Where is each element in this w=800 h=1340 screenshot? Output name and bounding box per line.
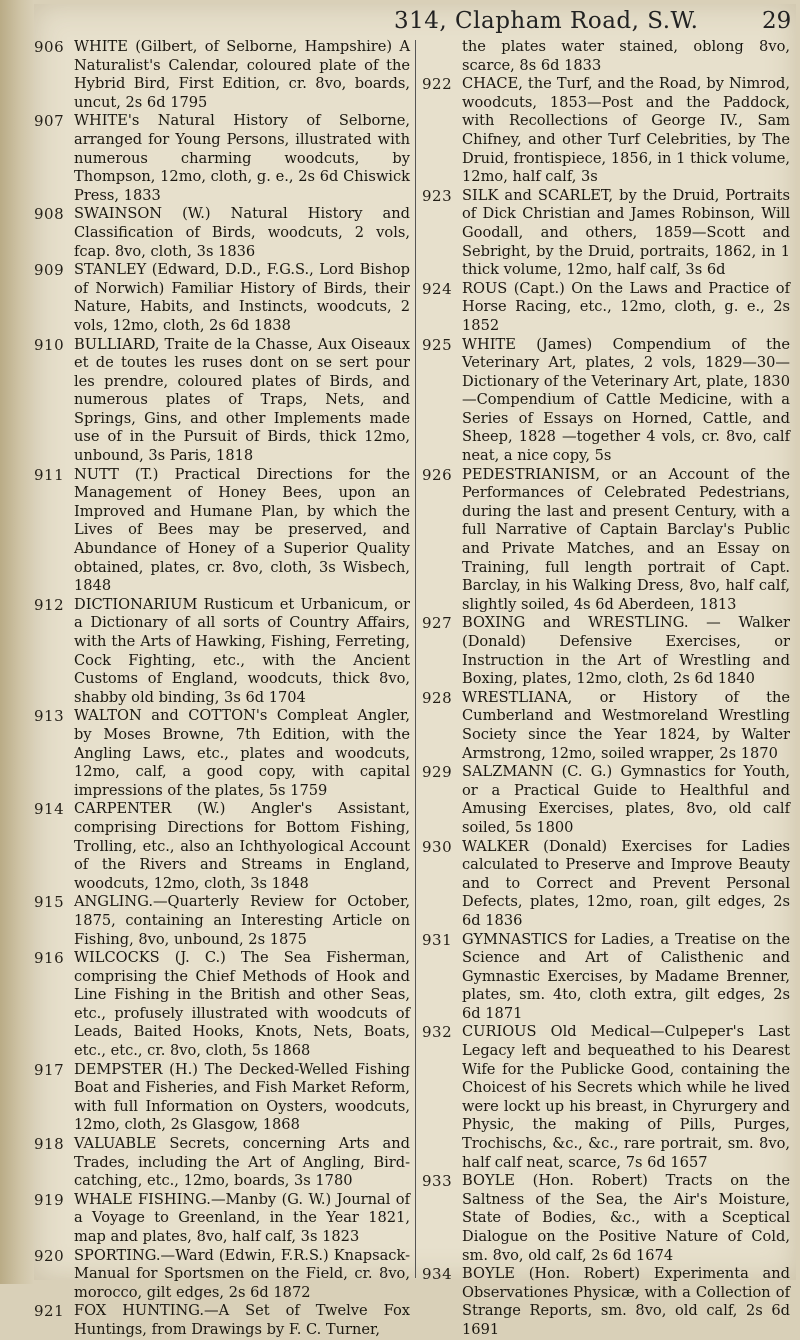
entry-number: 929: [422, 763, 453, 782]
catalogue-entry: [34, 261, 410, 335]
entry-number: 932: [422, 1023, 453, 1042]
entry-text: DEMPSTER (H.) The Decked-Welled Fishing Boat and Fisheries, and Fish Market Reform, with full Information on Oysters, woodcuts, 12mo, cloth, 2s Glasgow, 1868: [74, 1060, 410, 1134]
entry-number: 926: [422, 465, 453, 484]
entry-text: ANGLING.—Quarterly Review for October, 1875, containing an Interesting Article on Fishing, 8vo, unbound, 2s 1875: [74, 893, 410, 948]
catalogue-entry: [422, 614, 790, 688]
catalogue-entry: [34, 707, 410, 800]
catalogue-entry: [422, 1265, 790, 1339]
entry-number: 906: [34, 38, 65, 56]
entry-text: GYMNASTICS for Ladies, a Treatise on the Science and Art of Calisthenic and Gymnastic Exercises, by Madame Brenner, plates, sm. 4to, cloth extra, gilt edges, 2s 6d 1871: [462, 930, 790, 1022]
catalogue-entry: [34, 205, 410, 261]
catalogue-entry: [34, 38, 410, 112]
entry-text: SWAINSON (W.) Natural History and Classification of Birds, woodcuts, 2 vols, fcap. 8vo, cloth, 3s 1836: [74, 205, 410, 260]
catalogue-entry: [34, 1135, 410, 1191]
entry-number: 913: [34, 707, 65, 726]
entry-text: WILCOCKS (J. C.) The Sea Fisherman, comprising the Chief Methods of Hook and Line Fishing in the British and other Seas, etc., profusely illustrated with woodcuts of Leads, Baited Hooks, Knots, Nets, Boats, etc., etc., cr. 8vo, cloth, 5s 1868: [74, 949, 410, 1060]
catalogue-entry: [34, 336, 410, 466]
entry-number: 922: [422, 75, 453, 94]
entry-text: the plates water stained, oblong 8vo, scarce, 8s 6d 1833: [462, 38, 790, 74]
entry-text: SALZMANN (C. G.) Gymnastics for Youth, or a Practical Guide to Healthful and Amusing Exercises, plates, 8vo, old calf soiled, 5s 1800: [462, 763, 790, 836]
catalogue-entry: [422, 75, 790, 187]
entry-text: CURIOUS Old Medical—Culpeper's Last Legacy left and bequeathed to his Dearest Wife for the Publicke Good, containing the Choicest of his Secrets which while he lived were lockt up his breast, in Chyrurgery and Physic, the making of Pills, Purges, Trochischs, &c., &c., rare portrait, sm. 8vo, half calf neat, scarce, 7s 6d 1657: [462, 1023, 790, 1171]
catalogue-entry: [422, 1023, 790, 1172]
entry-number: 919: [34, 1190, 65, 1209]
entry-text: WALTON and COTTON's Compleat Angler, by Moses Browne, 7th Edition, with the Angling Laws, etc., plates and woodcuts, 12mo, calf, a good copy, with capital impressions of the plates, 5s 1759: [74, 707, 410, 799]
entry-number: 912: [34, 595, 65, 614]
entry-number: 923: [422, 186, 453, 205]
entry-text: CHACE, the Turf, and the Road, by Nimrod, woodcuts, 1853—Post and the Paddock, with Recollections of George IV., Sam Chifney, and other Turf Celebrities, by The Druid, frontispiece, 1856, in 1 thick volume, 12mo, half calf, 3s: [462, 75, 790, 186]
entry-number: 934: [422, 1265, 453, 1284]
catalogue-entry: [34, 596, 410, 708]
entry-number: 930: [422, 837, 453, 856]
running-head: 314, Clapham Road, S.W.: [394, 8, 699, 34]
catalogue-entry: [34, 1061, 410, 1135]
catalogue-entry: [422, 838, 790, 931]
entry-text: SILK and SCARLET, by the Druid, Portraits of Dick Christian and James Robinson, Will Goodall, and others, 1859—Scott and Sebright, by the Druid, portraits, 1862, in 1 thick volume, 12mo, half calf, 3s 6d: [462, 186, 790, 279]
entry-text: BOYLE (Hon. Robert) Tracts on the Saltness of the Sea, the Air's Moisture, State of Bodies, &c., with a Sceptical Dialogue on the Positive Nature of Cold, sm. 8vo, old calf, 2s 6d 1674: [462, 1172, 790, 1264]
page-number: 29: [762, 8, 792, 34]
entry-text: SPORTING.—Ward (Edwin, F.R.S.) Knapsack-Manual for Sportsmen on the Field, cr. 8vo, morocco, gilt edges, 2s 6d 1872: [74, 1246, 410, 1301]
catalogue-entry: [34, 1302, 410, 1339]
catalogue-entry: [34, 112, 410, 205]
entry-text: WHITE's Natural History of Selborne, arranged for Young Persons, illustrated with numerous charming woodcuts, by Thompson, 12mo, cloth, g. e., 2s 6d Chiswick Press, 1833: [74, 112, 410, 204]
entry-number: 911: [34, 465, 65, 484]
catalogue-entry: [422, 466, 790, 615]
catalogue-entry: [422, 763, 790, 837]
catalogue-entry: [422, 336, 790, 466]
catalogue-entry: [34, 800, 410, 893]
entry-text: PEDESTRIANISM, or an Account of the Performances of Celebrated Pedestrians, during the last and present Century, with a full Narrative of Captain Barclay's Public and Private Matches, and an Essay on Training, full length portrait of Capt. Barclay, in his Walking Dress, 8vo, half calf, slightly soiled, 4s 6d Aberdeen, 1813: [462, 465, 790, 613]
entry-number: 924: [422, 279, 453, 298]
entry-number: 933: [422, 1172, 453, 1191]
right-column: [422, 38, 790, 1340]
entry-number: 928: [422, 688, 453, 707]
entry-number: 909: [34, 261, 65, 280]
column-divider: [415, 40, 416, 1278]
entry-text: CARPENTER (W.) Angler's Assistant, comprising Directions for Bottom Fishing, Trolling, etc., also an Ichthyological Account of the Rivers and Streams in England, woodcuts, 12mo, cloth, 3s 1848: [74, 800, 410, 892]
catalogue-entry: [422, 38, 790, 75]
catalogue-entry: [422, 280, 790, 336]
catalogue-entry: [34, 466, 410, 596]
left-column: [34, 38, 410, 1340]
entry-number: 908: [34, 205, 65, 224]
entry-text: WHALE FISHING.—Manby (G. W.) Journal of a Voyage to Greenland, in the Year 1821, map and plates, 8vo, half calf, 3s 1823: [74, 1190, 410, 1245]
entry-number: 921: [34, 1302, 65, 1321]
entry-text: DICTIONARIUM Rusticum et Urbanicum, or a Dictionary of all sorts of Country Affairs, with the Arts of Hawking, Fishing, Ferreting, Cock Fighting, etc., with the Ancient Customs of England, woodcuts, thick 8vo, shabby old binding, 3s 6d 1704: [74, 595, 410, 706]
entry-text: WRESTLIANA, or History of the Cumberland and Westmoreland Wrestling Society since the Year 1824, by Walter Armstrong, 12mo, soiled wrapper, 2s 1870: [462, 688, 790, 762]
entry-number: 914: [34, 800, 65, 819]
entry-text: WALKER (Donald) Exercises for Ladies calculated to Preserve and Improve Beauty and to Correct and Prevent Personal Defects, plates, 12mo, roan, gilt edges, 2s 6d 1836: [462, 837, 790, 929]
entry-text: VALUABLE Secrets, concerning Arts and Trades, including the Art of Angling, Bird-catching, etc., 12mo, boards, 3s 1780: [74, 1135, 410, 1190]
entry-number: 918: [34, 1135, 65, 1154]
entry-number: 910: [34, 335, 65, 354]
entry-number: 917: [34, 1060, 65, 1079]
entry-number: 931: [422, 930, 453, 949]
page-header: [34, 6, 796, 42]
entry-text: BULLIARD, Traite de la Chasse, Aux Oiseaux et de toutes les ruses dont on se sert pour les prendre, coloured plates of Birds, and numerous plates of Traps, Nets, and Springs, Gins, and other Implements made use of in the Pursuit of Birds, thick 12mo, unbound, 3s Paris, 1818: [74, 335, 410, 465]
entry-number: 915: [34, 893, 65, 912]
entry-text: BOYLE (Hon. Robert) Experimenta and Observationes Physicæ, with a Collection of Strange Reports, sm. 8vo, old calf, 2s 6d 1691: [462, 1265, 790, 1338]
entry-text: NUTT (T.) Practical Directions for the Management of Honey Bees, upon an Improved and Humane Plan, by which the Lives of Bees may be preserved, and Abundance of Honey of a Superior Quality obtained, plates, cr. 8vo, cloth, 3s Wisbech, 1848: [74, 465, 410, 595]
catalogue-page: [34, 4, 796, 1338]
catalogue-entry: [422, 187, 790, 280]
catalogue-entry: [34, 1247, 410, 1303]
page-binding-edge: [0, 0, 34, 1284]
entry-text: FOX HUNTING.—A Set of Twelve Fox Huntings, from Drawings by F. C. Turner,: [74, 1302, 410, 1338]
entry-text: WHITE (James) Compendium of the Veterinary Art, plates, 2 vols, 1829—30—Dictionary of the Veterinary Art, plate, 1830—Compendium of Cattle Medicine, with a Series of Essays on Horned, Cattle, and Sheep, 1828 —together 4 vols, cr. 8vo, calf neat, a nice copy, 5s: [462, 335, 790, 465]
catalogue-entry: [422, 931, 790, 1024]
entry-number: 907: [34, 112, 65, 131]
entry-number: 927: [422, 614, 453, 633]
catalogue-entry: [422, 1172, 790, 1265]
catalogue-entry: [34, 893, 410, 949]
entry-number: 925: [422, 335, 453, 354]
catalogue-entry: [34, 1191, 410, 1247]
entry-text: BOXING and WRESTLING. — Walker (Donald) Defensive Exercises, or Instruction in the Art of Wrestling and Boxing, plates, 12mo, cloth, 2s 6d 1840: [462, 614, 790, 688]
entry-text: ROUS (Capt.) On the Laws and Practice of Horse Racing, etc., 12mo, cloth, g. e., 2s 1852: [462, 279, 790, 334]
catalogue-entry: [34, 949, 410, 1061]
entry-text: WHITE (Gilbert, of Selborne, Hampshire) A Naturalist's Calendar, coloured plate of the Hybrid Bird, First Edition, cr. 8vo, boards, uncut, 2s 6d 1795: [74, 38, 410, 111]
catalogue-entry: [422, 689, 790, 763]
entry-number: 916: [34, 949, 65, 968]
entry-text: STANLEY (Edward, D.D., F.G.S., Lord Bishop of Norwich) Familiar History of Birds, their Nature, Habits, and Instincts, woodcuts, 2 vols, 12mo, cloth, 2s 6d 1838: [74, 261, 410, 334]
entry-number: 920: [34, 1246, 65, 1265]
